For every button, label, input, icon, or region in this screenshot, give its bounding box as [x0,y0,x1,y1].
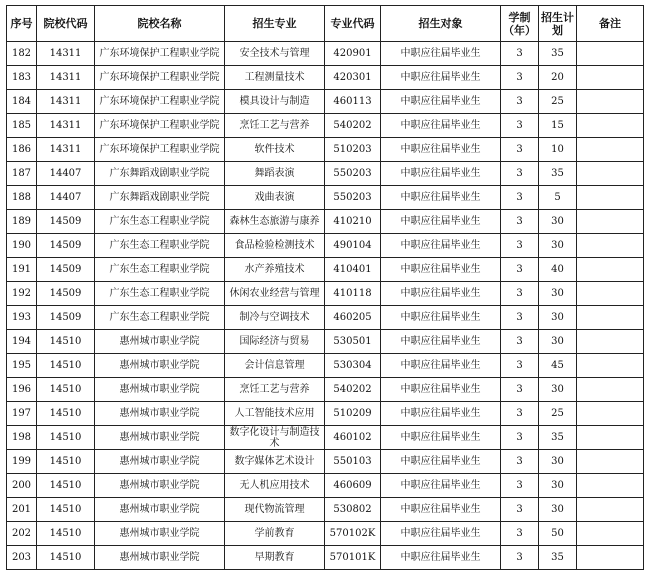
cell-school-name: 广东舞蹈戏剧职业学院 [95,186,225,210]
cell-duration: 3 [501,186,539,210]
table-row [7,162,644,186]
cell-school-code: 14510 [37,378,95,402]
cell-seq: 185 [7,114,37,138]
cell-major: 国际经济与贸易 [225,330,325,354]
cell-seq: 201 [7,498,37,522]
cell-plan: 30 [539,498,577,522]
cell-major: 现代物流管理 [225,498,325,522]
cell-major-code: 550103 [325,450,381,474]
cell-seq: 195 [7,354,37,378]
cell-school-code: 14510 [37,498,95,522]
cell-duration: 3 [501,330,539,354]
cell-seq: 191 [7,258,37,282]
cell-school-code: 14510 [37,522,95,546]
cell-school-code: 14509 [37,282,95,306]
cell-school-name: 惠州城市职业学院 [95,450,225,474]
cell-school-code: 14311 [37,114,95,138]
cell-remarks [577,546,644,570]
cell-major: 安全技术与管理 [225,42,325,66]
cell-school-name: 惠州城市职业学院 [95,330,225,354]
cell-school-code: 14311 [37,90,95,114]
table-row [7,474,644,498]
cell-target: 中职应往届毕业生 [381,330,501,354]
cell-major: 软件技术 [225,138,325,162]
cell-target: 中职应往届毕业生 [381,258,501,282]
cell-target: 中职应往届毕业生 [381,282,501,306]
cell-plan: 20 [539,66,577,90]
cell-school-code: 14510 [37,426,95,450]
cell-target: 中职应往届毕业生 [381,66,501,90]
cell-school-name: 惠州城市职业学院 [95,378,225,402]
cell-duration: 3 [501,210,539,234]
cell-major-code: 530501 [325,330,381,354]
table-row [7,450,644,474]
cell-plan: 30 [539,330,577,354]
cell-seq: 193 [7,306,37,330]
cell-remarks [577,66,644,90]
cell-major: 休闲农业经营与管理 [225,282,325,306]
cell-target: 中职应往届毕业生 [381,426,501,450]
cell-target: 中职应往届毕业生 [381,234,501,258]
cell-school-code: 14510 [37,354,95,378]
table-row [7,498,644,522]
cell-target: 中职应往届毕业生 [381,306,501,330]
cell-remarks [577,306,644,330]
cell-major: 烹饪工艺与营养 [225,378,325,402]
cell-plan: 25 [539,402,577,426]
cell-duration: 3 [501,234,539,258]
cell-major-code: 540202 [325,114,381,138]
cell-major: 戏曲表演 [225,186,325,210]
cell-school-name: 广东环境保护工程职业学院 [95,90,225,114]
enrollment-plan-table [6,5,644,570]
cell-plan: 30 [539,234,577,258]
cell-seq: 200 [7,474,37,498]
cell-plan: 30 [539,378,577,402]
cell-plan: 30 [539,306,577,330]
table-row [7,402,644,426]
cell-seq: 192 [7,282,37,306]
cell-remarks [577,426,644,450]
cell-duration: 3 [501,354,539,378]
cell-major-code: 550203 [325,186,381,210]
cell-school-name: 广东舞蹈戏剧职业学院 [95,162,225,186]
cell-seq: 182 [7,42,37,66]
cell-plan: 50 [539,522,577,546]
header-school-name: 院校名称 [95,6,225,42]
cell-major: 烹饪工艺与营养 [225,114,325,138]
cell-seq: 187 [7,162,37,186]
cell-target: 中职应往届毕业生 [381,522,501,546]
header-plan: 招生计划 [539,6,577,42]
cell-school-name: 广东生态工程职业学院 [95,282,225,306]
cell-target: 中职应往届毕业生 [381,402,501,426]
cell-target: 中职应往届毕业生 [381,546,501,570]
cell-duration: 3 [501,66,539,90]
cell-school-name: 广东生态工程职业学院 [95,258,225,282]
cell-major-code: 460205 [325,306,381,330]
cell-seq: 197 [7,402,37,426]
cell-school-name: 惠州城市职业学院 [95,546,225,570]
table-row [7,354,644,378]
cell-target: 中职应往届毕业生 [381,186,501,210]
table-row [7,378,644,402]
cell-major: 无人机应用技术 [225,474,325,498]
cell-remarks [577,330,644,354]
cell-seq: 198 [7,426,37,450]
cell-major-code: 510203 [325,138,381,162]
cell-duration: 3 [501,42,539,66]
cell-school-code: 14510 [37,474,95,498]
cell-duration: 3 [501,114,539,138]
cell-remarks [577,138,644,162]
cell-seq: 184 [7,90,37,114]
cell-seq: 188 [7,186,37,210]
cell-plan: 25 [539,90,577,114]
cell-school-name: 惠州城市职业学院 [95,354,225,378]
cell-school-code: 14510 [37,450,95,474]
cell-plan: 35 [539,546,577,570]
cell-major: 早期教育 [225,546,325,570]
cell-major-code: 540202 [325,378,381,402]
cell-school-name: 惠州城市职业学院 [95,402,225,426]
cell-major-code: 420901 [325,42,381,66]
cell-target: 中职应往届毕业生 [381,210,501,234]
table-row [7,282,644,306]
header-seq: 序号 [7,6,37,42]
cell-plan: 35 [539,42,577,66]
cell-major: 舞蹈表演 [225,162,325,186]
cell-school-name: 惠州城市职业学院 [95,522,225,546]
cell-major: 制冷与空调技术 [225,306,325,330]
cell-major: 学前教育 [225,522,325,546]
cell-plan: 30 [539,450,577,474]
cell-plan: 45 [539,354,577,378]
cell-major: 工程测量技术 [225,66,325,90]
cell-remarks [577,450,644,474]
cell-school-code: 14510 [37,546,95,570]
cell-major: 模具设计与制造 [225,90,325,114]
cell-remarks [577,90,644,114]
cell-major-code: 410210 [325,210,381,234]
cell-school-code: 14311 [37,42,95,66]
cell-school-name: 广东生态工程职业学院 [95,210,225,234]
table-row [7,426,644,450]
table-row [7,306,644,330]
cell-seq: 203 [7,546,37,570]
header-major: 招生专业 [225,6,325,42]
header-school-code: 院校代码 [37,6,95,42]
header-major-code: 专业代码 [325,6,381,42]
cell-school-code: 14311 [37,66,95,90]
cell-school-name: 广东环境保护工程职业学院 [95,114,225,138]
cell-remarks [577,378,644,402]
cell-seq: 189 [7,210,37,234]
cell-seq: 183 [7,66,37,90]
cell-duration: 3 [501,162,539,186]
table-row [7,234,644,258]
cell-school-code: 14509 [37,306,95,330]
cell-major: 食品检验检测技术 [225,234,325,258]
cell-school-name: 惠州城市职业学院 [95,474,225,498]
cell-major-code: 420301 [325,66,381,90]
cell-major: 人工智能技术应用 [225,402,325,426]
cell-school-name: 广东环境保护工程职业学院 [95,42,225,66]
cell-duration: 3 [501,378,539,402]
cell-major-code: 530802 [325,498,381,522]
cell-school-name: 惠州城市职业学院 [95,498,225,522]
cell-plan: 40 [539,258,577,282]
cell-major-code: 460102 [325,426,381,450]
table-row [7,114,644,138]
cell-school-code: 14407 [37,162,95,186]
header-target: 招生对象 [381,6,501,42]
cell-plan: 30 [539,474,577,498]
cell-duration: 3 [501,138,539,162]
header-remarks: 备注 [577,6,644,42]
cell-seq: 202 [7,522,37,546]
cell-major-code: 490104 [325,234,381,258]
cell-major-code: 460609 [325,474,381,498]
cell-plan: 15 [539,114,577,138]
cell-remarks [577,498,644,522]
cell-school-code: 14510 [37,330,95,354]
cell-duration: 3 [501,306,539,330]
table-header-row [7,6,644,42]
cell-target: 中职应往届毕业生 [381,90,501,114]
cell-remarks [577,162,644,186]
table-row [7,90,644,114]
cell-plan: 35 [539,426,577,450]
cell-remarks [577,42,644,66]
cell-target: 中职应往届毕业生 [381,354,501,378]
cell-major-code: 410401 [325,258,381,282]
cell-duration: 3 [501,282,539,306]
cell-school-code: 14311 [37,138,95,162]
cell-school-code: 14509 [37,234,95,258]
cell-remarks [577,354,644,378]
header-duration: 学制（年） [501,6,539,42]
cell-duration: 3 [501,258,539,282]
table-row [7,186,644,210]
cell-duration: 3 [501,450,539,474]
cell-major-code: 570102K [325,522,381,546]
cell-target: 中职应往届毕业生 [381,474,501,498]
cell-seq: 186 [7,138,37,162]
cell-target: 中职应往届毕业生 [381,114,501,138]
table-row [7,546,644,570]
cell-remarks [577,258,644,282]
cell-major: 森林生态旅游与康养 [225,210,325,234]
table-row [7,330,644,354]
cell-major: 水产养殖技术 [225,258,325,282]
cell-remarks [577,402,644,426]
cell-duration: 3 [501,426,539,450]
table-row [7,138,644,162]
cell-plan: 10 [539,138,577,162]
cell-school-name: 广东生态工程职业学院 [95,306,225,330]
cell-major-code: 550203 [325,162,381,186]
cell-target: 中职应往届毕业生 [381,450,501,474]
cell-remarks [577,282,644,306]
cell-target: 中职应往届毕业生 [381,42,501,66]
cell-remarks [577,114,644,138]
cell-major-code: 530304 [325,354,381,378]
cell-duration: 3 [501,546,539,570]
cell-school-code: 14510 [37,402,95,426]
cell-target: 中职应往届毕业生 [381,138,501,162]
cell-seq: 190 [7,234,37,258]
cell-school-name: 广东环境保护工程职业学院 [95,138,225,162]
cell-major: 数字化设计与制造技术 [225,426,325,450]
cell-major-code: 510209 [325,402,381,426]
cell-school-name: 广东生态工程职业学院 [95,234,225,258]
table-row [7,66,644,90]
table-row [7,210,644,234]
cell-remarks [577,522,644,546]
cell-school-code: 14509 [37,258,95,282]
cell-target: 中职应往届毕业生 [381,378,501,402]
cell-major-code: 410118 [325,282,381,306]
cell-duration: 3 [501,402,539,426]
cell-school-code: 14509 [37,210,95,234]
cell-plan: 5 [539,186,577,210]
cell-school-name: 惠州城市职业学院 [95,426,225,450]
cell-remarks [577,210,644,234]
cell-duration: 3 [501,474,539,498]
cell-duration: 3 [501,90,539,114]
cell-school-code: 14407 [37,186,95,210]
cell-major: 数字媒体艺术设计 [225,450,325,474]
table-row [7,258,644,282]
enrollment-table-wrapper [6,5,644,570]
cell-remarks [577,186,644,210]
cell-seq: 194 [7,330,37,354]
cell-major-code: 460113 [325,90,381,114]
cell-plan: 30 [539,210,577,234]
cell-target: 中职应往届毕业生 [381,162,501,186]
cell-plan: 30 [539,282,577,306]
cell-plan: 35 [539,162,577,186]
table-body [7,42,644,570]
cell-duration: 3 [501,498,539,522]
table-row [7,522,644,546]
cell-major: 会计信息管理 [225,354,325,378]
cell-remarks [577,234,644,258]
table-row [7,42,644,66]
cell-remarks [577,474,644,498]
cell-duration: 3 [501,522,539,546]
cell-target: 中职应往届毕业生 [381,498,501,522]
cell-major-code: 570101K [325,546,381,570]
cell-seq: 196 [7,378,37,402]
cell-seq: 199 [7,450,37,474]
cell-school-name: 广东环境保护工程职业学院 [95,66,225,90]
